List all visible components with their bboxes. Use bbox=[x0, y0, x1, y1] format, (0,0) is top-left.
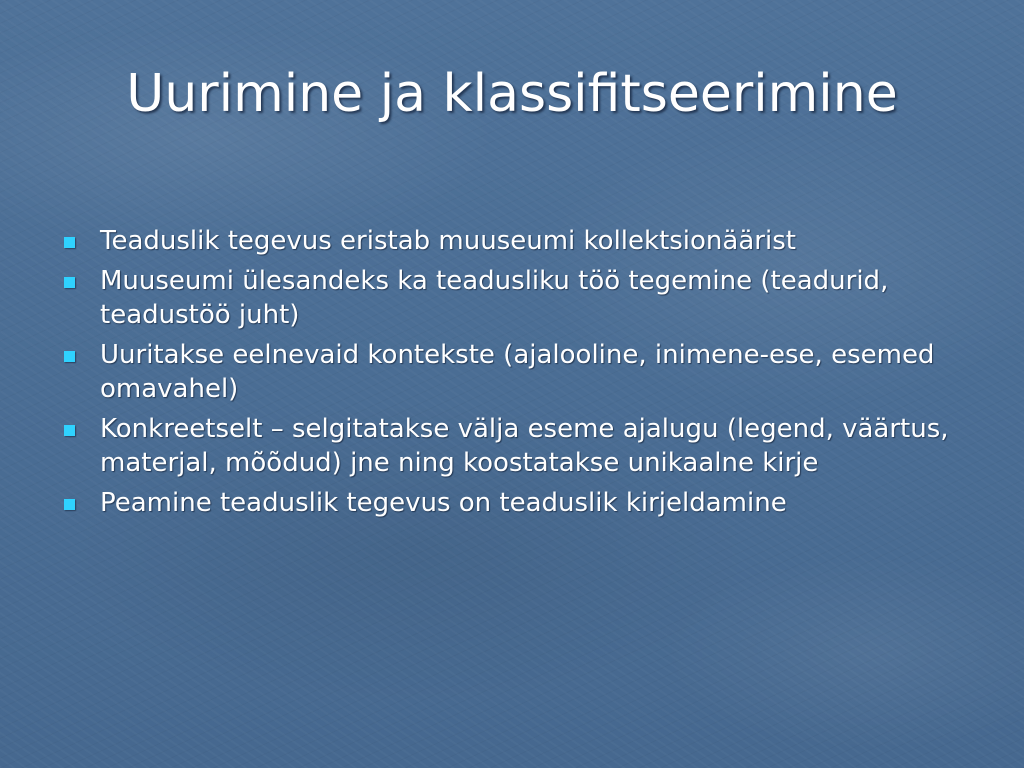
bullet-item bbox=[62, 338, 962, 406]
bullet-text: Uuritakse eelnevaid kontekste (ajalooline, inimene-ese, esemed omavahel) bbox=[100, 340, 935, 404]
square-bullet-icon bbox=[64, 499, 75, 510]
bullet-item bbox=[62, 412, 962, 480]
square-bullet-icon bbox=[64, 237, 75, 248]
square-bullet-icon bbox=[64, 425, 75, 436]
square-bullet-icon bbox=[64, 277, 75, 288]
square-bullet-icon bbox=[64, 351, 75, 362]
bullet-list bbox=[62, 224, 962, 526]
bullet-text: Peamine teaduslik tegevus on teaduslik kirjeldamine bbox=[100, 488, 787, 518]
bullet-item bbox=[62, 264, 962, 332]
bullet-text: Konkreetselt – selgitatakse välja eseme ajalugu (legend, väärtus, materjal, mõõdud) jne ning koostatakse unikaalne kirje bbox=[100, 414, 949, 478]
bullet-item bbox=[62, 486, 962, 520]
bullet-text: Teaduslik tegevus eristab muuseumi kollektsionäärist bbox=[100, 226, 796, 256]
slide-title: Uurimine ja klassifitseerimine bbox=[126, 64, 898, 124]
bullet-item bbox=[62, 224, 962, 258]
bullet-text: Muuseumi ülesandeks ka teadusliku töö tegemine (teadurid, teadustöö juht) bbox=[100, 266, 889, 330]
